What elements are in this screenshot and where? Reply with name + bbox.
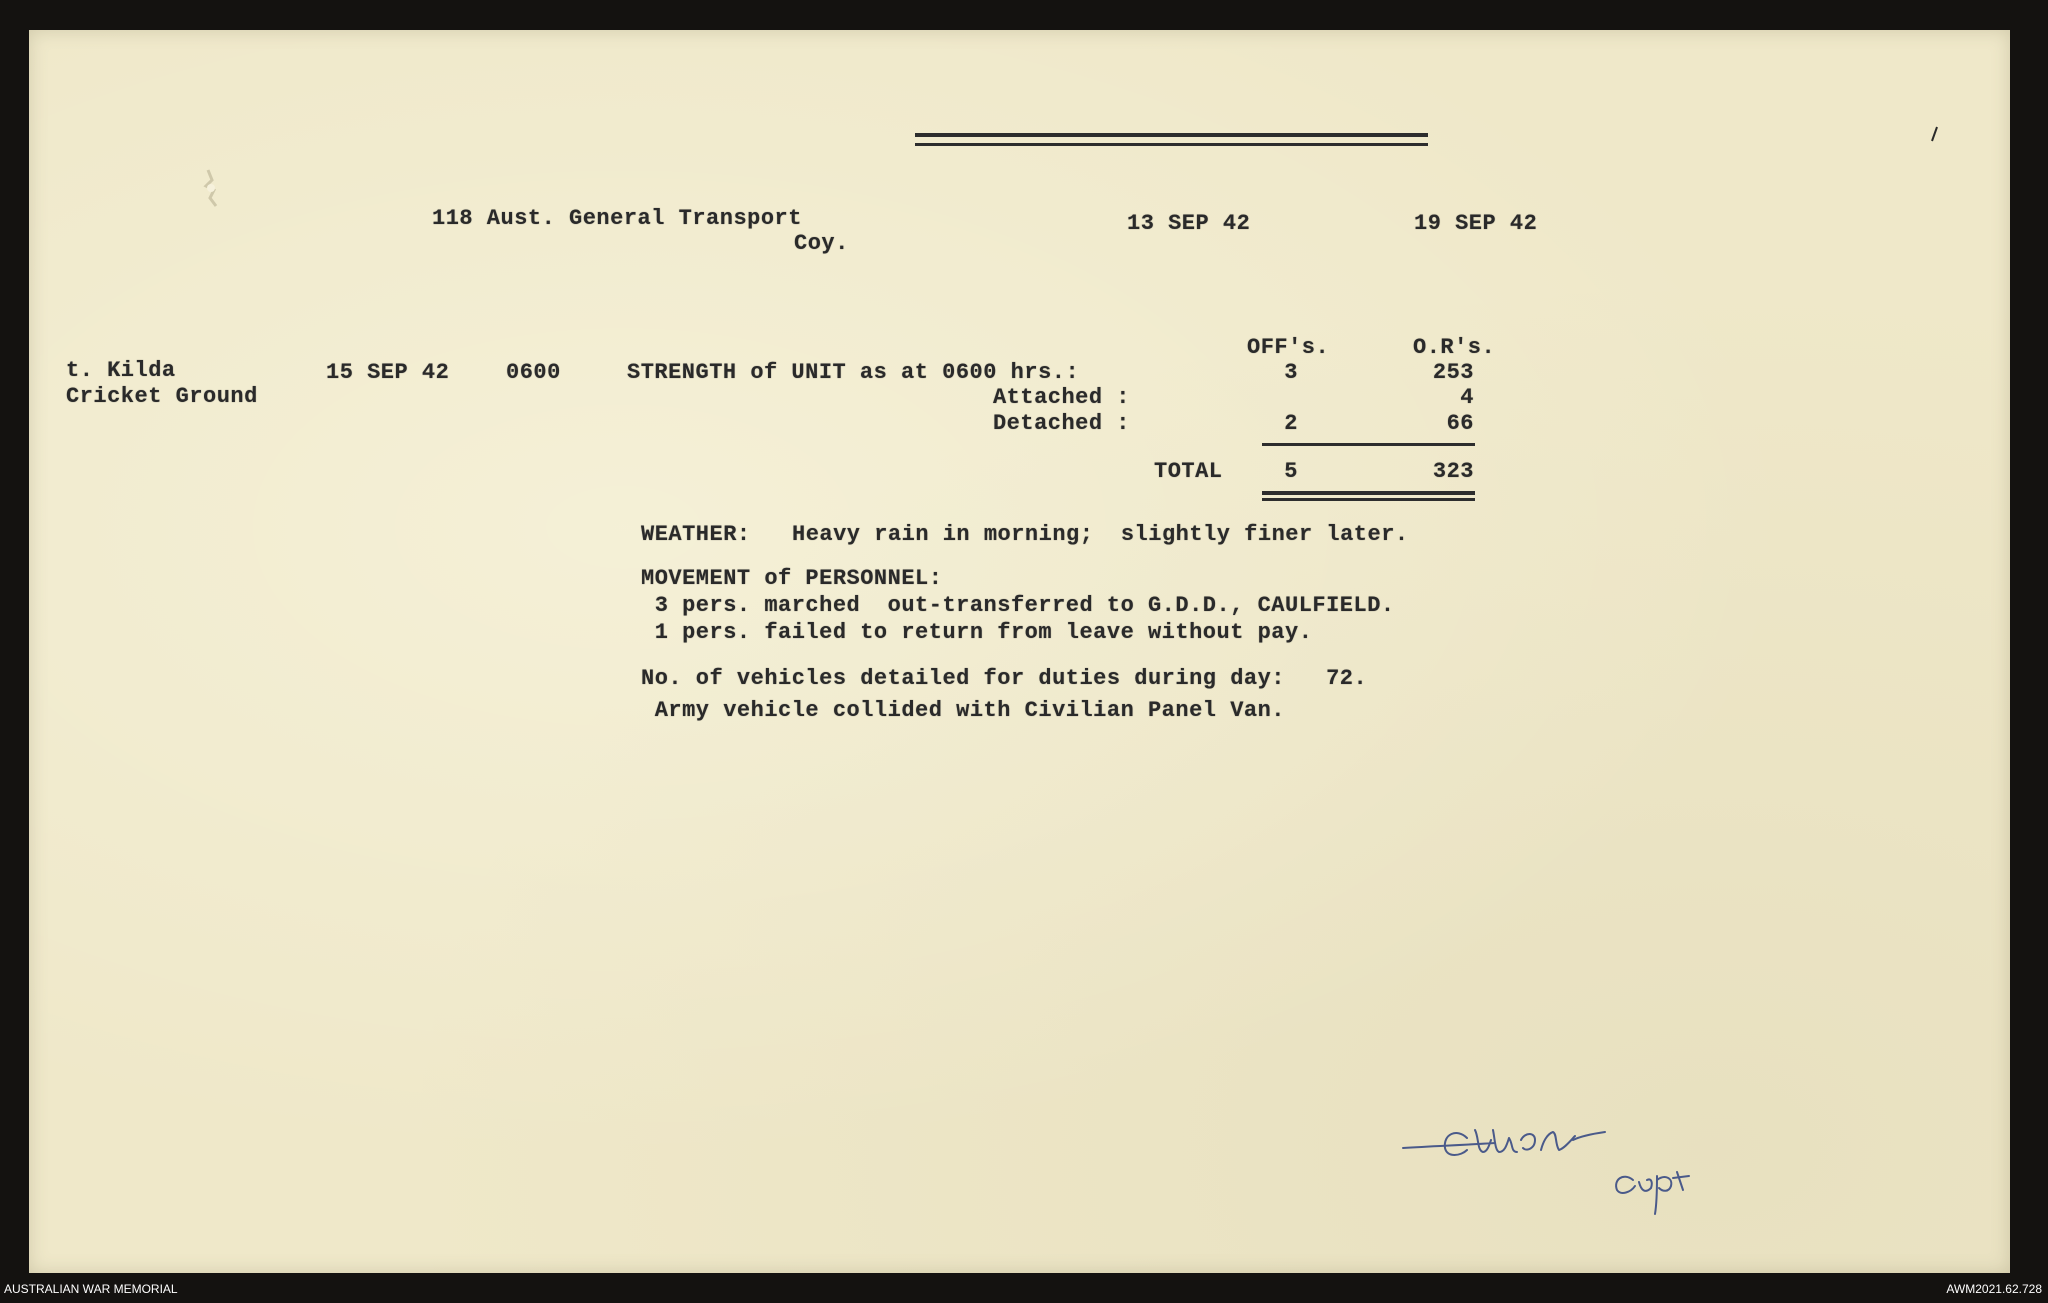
total-rule-top: [1262, 491, 1475, 495]
place-line2: Cricket Ground: [66, 384, 258, 409]
vehicles-line1: No. of vehicles detailed for duties during day: 72.: [641, 666, 1368, 691]
total-label: TOTAL: [1154, 459, 1223, 484]
unit-name-line2: Coy.: [794, 231, 849, 256]
detached-other-ranks: 66: [1446, 411, 1474, 436]
period-from-date: 13 SEP 42: [1127, 211, 1251, 236]
footer-accession-number: AWM2021.62.728: [1946, 1282, 2042, 1296]
strength-row-other-ranks: 253: [1432, 360, 1474, 385]
detached-officers: 2: [1284, 411, 1298, 436]
entry-date: 15 SEP 42: [326, 360, 450, 385]
weather-text: Heavy rain in morning; slightly finer later.: [792, 522, 1409, 547]
place-line1: t. Kilda: [66, 358, 176, 383]
footer-institution: AUSTRALIAN WAR MEMORIAL: [4, 1282, 178, 1296]
movement-line1: 3 pers. marched out-transferred to G.D.D., CAULFIELD.: [641, 593, 1395, 618]
pen-tick-mark: [1928, 126, 1940, 142]
header-rule-bottom: [915, 143, 1428, 146]
period-to-date: 19 SEP 42: [1414, 211, 1538, 236]
header-rule-top: [915, 133, 1428, 137]
column-header-officers: OFF's.: [1247, 335, 1330, 360]
strength-row-officers: 3: [1284, 360, 1298, 385]
vehicles-line2: Army vehicle collided with Civilian Panel Van.: [641, 698, 1286, 723]
document-page: [29, 30, 2010, 1273]
entry-time: 0600: [506, 360, 561, 385]
total-rule-bottom: [1262, 498, 1475, 501]
movement-heading: MOVEMENT of PERSONNEL:: [641, 566, 943, 591]
attached-other-ranks: 4: [1460, 385, 1474, 410]
total-other-ranks: 323: [1432, 459, 1474, 484]
detached-label: Detached :: [992, 411, 1130, 436]
punch-hole-mark: [196, 168, 226, 208]
attached-label: Attached :: [992, 385, 1130, 410]
strength-label: STRENGTH of UNIT as at 0600 hrs.:: [627, 360, 1080, 385]
column-header-other-ranks: O.R's.: [1413, 335, 1496, 360]
unit-name-line1: 118 Aust. General Transport: [432, 206, 802, 231]
weather-label: WEATHER:: [641, 522, 751, 547]
total-officers: 5: [1284, 459, 1298, 484]
movement-line2: 1 pers. failed to return from leave without pay.: [641, 620, 1313, 645]
handwritten-signature: [1395, 1110, 1695, 1220]
subtotal-rule: [1262, 443, 1475, 446]
